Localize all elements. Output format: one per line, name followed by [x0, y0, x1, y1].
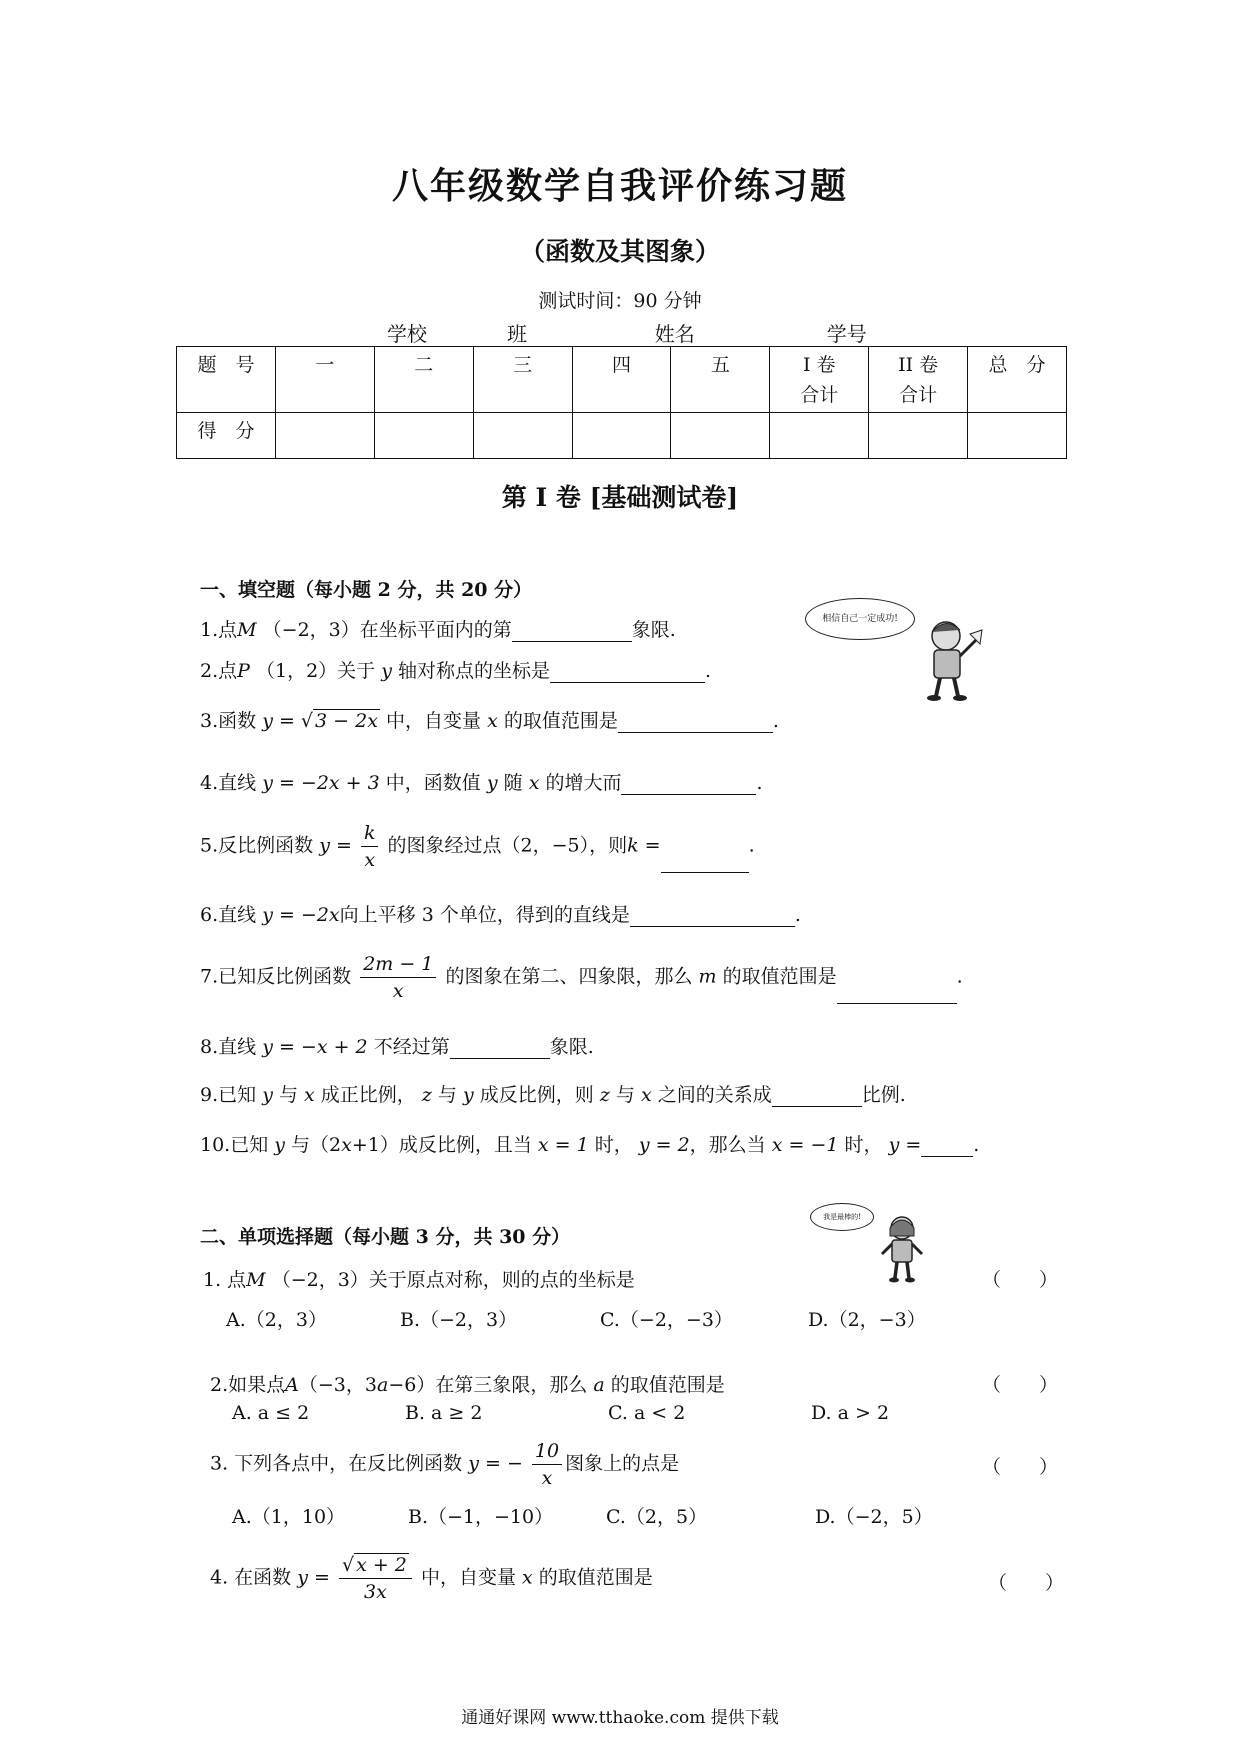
- option-c[interactable]: C.（2，5）: [606, 1506, 708, 1528]
- vol1-label: I 卷: [802, 354, 836, 376]
- q-text: 中，函数值: [385, 772, 481, 794]
- score-table: [176, 346, 1067, 459]
- s1-question-7: [200, 951, 963, 1004]
- s1-question-8: [200, 1032, 594, 1059]
- q-text: 与: [278, 1084, 298, 1106]
- q-text: .: [756, 772, 763, 794]
- name-blank[interactable]: [695, 324, 827, 347]
- q-math: x = 1: [537, 1134, 589, 1156]
- q-var: x: [487, 710, 498, 732]
- s2-question-2: [210, 1370, 725, 1397]
- q-text: +1）成反比例，且当: [351, 1134, 532, 1156]
- fraction: [360, 951, 436, 1004]
- speech-bubble: [805, 598, 915, 640]
- q-text: 时，: [844, 1134, 883, 1156]
- q-text: .: [772, 710, 779, 732]
- q-text: 中，自变量: [386, 710, 482, 732]
- score-row-label: 得 分: [177, 413, 276, 459]
- score-cell[interactable]: [671, 413, 770, 459]
- q-text: 1. 点: [203, 1269, 247, 1291]
- q-var: y: [381, 660, 392, 682]
- q-text: 7.已知反比例函数: [200, 965, 352, 988]
- option-c[interactable]: C. a < 2: [608, 1402, 686, 1424]
- q-var: y: [486, 772, 498, 794]
- number-blank[interactable]: [867, 324, 967, 347]
- s2-question-1: [203, 1265, 635, 1292]
- q-math: x + 2: [356, 1554, 407, 1576]
- table-header-label: 题 号: [177, 347, 276, 413]
- q-text: 中，自变量: [420, 1566, 516, 1589]
- s2-question-4: [210, 1552, 653, 1605]
- option-d[interactable]: D. a > 2: [811, 1402, 890, 1424]
- column-3: 三: [473, 347, 572, 413]
- bubble-text: 相信自己一定成功!: [822, 614, 898, 624]
- q-var: x: [640, 1084, 652, 1106]
- column-4: 四: [572, 347, 671, 413]
- q-text: 成正比例，: [320, 1084, 416, 1106]
- frac-num: 10: [532, 1438, 562, 1465]
- info-line: [277, 318, 967, 347]
- q-text: （−2，3）关于原点对称，则的点的坐标是: [271, 1269, 635, 1291]
- vol1-sum-label: 合计: [800, 384, 839, 406]
- q-text: 6.直线: [200, 904, 257, 926]
- cartoon-boy-icon: [910, 610, 990, 705]
- q-text: 与: [615, 1084, 635, 1106]
- column-vol1-total: [770, 347, 869, 413]
- q-text: 随: [503, 772, 523, 794]
- speech-bubble: [810, 1203, 874, 1231]
- frac-den: x: [392, 980, 404, 1002]
- score-cell[interactable]: [374, 413, 473, 459]
- q-text: 图象上的点是: [565, 1452, 680, 1475]
- fraction: [339, 1552, 412, 1605]
- option-a[interactable]: A.（2，3）: [226, 1309, 327, 1331]
- q-text: 1.点: [200, 619, 238, 641]
- q-math: y =: [319, 834, 352, 857]
- option-a[interactable]: A. a ≤ 2: [232, 1402, 310, 1424]
- q-math: y =: [297, 1566, 330, 1589]
- score-cell[interactable]: [869, 413, 968, 459]
- q-text: .: [748, 834, 755, 857]
- q-text: .: [794, 904, 801, 926]
- q-var: y: [462, 1084, 474, 1106]
- table-score-row: [177, 413, 1067, 459]
- option-b[interactable]: B.（−1，−10）: [408, 1506, 554, 1528]
- q-text: 比例.: [861, 1084, 906, 1106]
- answer-blank[interactable]: [661, 852, 749, 873]
- q-var: k =: [627, 834, 661, 857]
- q-var: P: [237, 660, 250, 682]
- s2-question-3: [210, 1438, 679, 1491]
- s1-question-1: [200, 615, 676, 642]
- vol2-label: II 卷: [898, 354, 939, 376]
- column-1: 一: [275, 347, 374, 413]
- page-subtitle: （函数及其图象）: [519, 237, 720, 266]
- answer-blank[interactable]: [837, 983, 957, 1004]
- s1-question-4: [200, 768, 763, 795]
- q-math: y =: [262, 710, 295, 732]
- part-title: 第 I 卷 [基础测试卷]: [501, 483, 739, 512]
- q-text: 4.直线: [200, 772, 257, 794]
- q-text: 的图象在第二、四象限，那么: [445, 965, 693, 988]
- name-label: 姓名: [654, 322, 695, 346]
- answer-blank[interactable]: [630, 906, 795, 927]
- q-math: x = −1: [771, 1134, 839, 1156]
- q-var: x: [522, 1566, 533, 1589]
- q-text: 的取值范围是: [503, 710, 618, 732]
- q-text: 象限.: [631, 619, 676, 641]
- q-text: 成反比例，则: [479, 1084, 594, 1106]
- table-header-row: [177, 347, 1067, 413]
- q-math: y = −x + 2: [262, 1036, 368, 1058]
- s1-question-2: [200, 656, 711, 683]
- q-math: y = 2: [638, 1134, 690, 1156]
- number-label: 学号: [826, 322, 867, 346]
- option-b[interactable]: B.（−2，3）: [400, 1309, 518, 1331]
- q-text: 3.函数: [200, 710, 257, 732]
- section1-heading: 一、填空题（每小题 2 分，共 20 分）: [200, 579, 533, 601]
- q-text: 10.已知: [200, 1134, 269, 1156]
- column-5: 五: [671, 347, 770, 413]
- page-title: 八年级数学自我评价练习题: [391, 165, 848, 207]
- q-text: 的增大而: [545, 772, 622, 794]
- q-text: 时，: [594, 1134, 633, 1156]
- school-blank[interactable]: [277, 324, 387, 347]
- q-text: （−2，3）在坐标平面内的第: [262, 619, 512, 641]
- q-var: M: [246, 1269, 266, 1291]
- q-math: y = −2x + 3: [262, 772, 380, 794]
- q-text: .: [705, 660, 712, 682]
- frac-den: x: [364, 849, 376, 871]
- q-text: 2.如果点: [210, 1374, 286, 1396]
- score-cell[interactable]: [473, 413, 572, 459]
- q-text: 4. 在函数: [210, 1566, 292, 1589]
- fraction: [532, 1438, 562, 1491]
- q-text: 2.点: [200, 660, 238, 682]
- footer: 通通好课网 www.tthaoke.com 提供下载: [461, 1708, 779, 1728]
- school-label: 学校: [387, 322, 427, 346]
- s1-question-10: [200, 1130, 979, 1157]
- q-var: a: [376, 1374, 389, 1396]
- q-var: x: [528, 772, 540, 794]
- answer-blank[interactable]: [921, 1136, 973, 1157]
- q-text: 与: [437, 1084, 457, 1106]
- q-text: 5.反比例函数: [200, 834, 314, 857]
- answer-blank[interactable]: [512, 621, 632, 642]
- section2-heading: 二、单项选择题（每小题 3 分，共 30 分）: [200, 1226, 571, 1248]
- frac-num: √ x + 2: [339, 1552, 412, 1579]
- s1-question-5: [200, 820, 755, 873]
- frac-den: x: [541, 1467, 553, 1489]
- q-text: （−3，3: [298, 1374, 377, 1396]
- score-cell[interactable]: [275, 413, 374, 459]
- q-text: 之间的关系成: [657, 1084, 772, 1106]
- column-vol2-total: [869, 347, 968, 413]
- option-a[interactable]: A.（1，10）: [232, 1506, 346, 1528]
- frac-num: k: [361, 820, 379, 847]
- answer-paren[interactable]: （ ）: [982, 1269, 1059, 1291]
- s1-question-3: 3.函数 y = √ 3 − 2x 中，自变量 x 的取值范围是 .: [200, 710, 779, 732]
- column-2: 二: [374, 347, 473, 413]
- fraction: [361, 820, 379, 873]
- answer-blank[interactable]: [450, 1038, 550, 1059]
- q-text: 9.已知: [200, 1084, 257, 1106]
- vol2-sum-label: 合计: [899, 384, 938, 406]
- q-math: y =: [888, 1134, 922, 1156]
- score-cell[interactable]: [968, 413, 1067, 459]
- q-var: x: [341, 1134, 352, 1156]
- answer-blank[interactable]: [772, 1086, 862, 1107]
- q-math: y = −2x: [262, 904, 340, 926]
- q-var: m: [698, 965, 717, 988]
- q-text: 的取值范围是: [538, 1566, 653, 1589]
- q-var: y: [274, 1134, 285, 1156]
- answer-paren[interactable]: （ ）: [982, 1374, 1059, 1396]
- frac-num: 2m − 1: [360, 951, 436, 978]
- q-math: y = −: [468, 1452, 523, 1475]
- q-math: 3 − 2x: [315, 710, 378, 732]
- q-text: 3. 下列各点中，在反比例函数: [210, 1452, 463, 1475]
- q-var: y: [262, 1084, 273, 1106]
- score-cell[interactable]: [572, 413, 671, 459]
- q-text: 8.直线: [200, 1036, 257, 1058]
- q-var: a: [593, 1374, 605, 1396]
- frac-den: 3x: [364, 1581, 387, 1603]
- q-text: .: [956, 965, 963, 988]
- class-blank[interactable]: [427, 324, 507, 347]
- q-text: 轴对称点的坐标是: [398, 660, 551, 682]
- q-text: .: [973, 1134, 980, 1156]
- answer-blank[interactable]: [550, 662, 705, 683]
- answer-paren[interactable]: （ ）: [988, 1572, 1065, 1594]
- option-d[interactable]: D.（2，−3）: [808, 1309, 926, 1331]
- option-c[interactable]: C.（−2，−3）: [600, 1309, 733, 1331]
- column-total: 总 分: [968, 347, 1067, 413]
- cartoon-girl-icon: [878, 1210, 928, 1285]
- q-text: 的取值范围是: [610, 1374, 725, 1396]
- q-text: 的图象经过点（2，−5），则: [387, 834, 628, 857]
- q-text: ，那么当: [689, 1134, 766, 1156]
- q-text: 的取值范围是: [722, 965, 837, 988]
- q-text: （1，2）关于: [255, 660, 376, 682]
- q-text: 向上平移 3 个单位，得到的直线是: [339, 904, 630, 926]
- q-text: −6）在第三象限，那么: [388, 1374, 588, 1396]
- s1-question-6: [200, 900, 801, 927]
- score-cell[interactable]: [770, 413, 869, 459]
- answer-blank[interactable]: [621, 774, 756, 795]
- test-time: 测试时间：90 分钟: [538, 290, 702, 312]
- q-var: z: [421, 1084, 432, 1106]
- q-text: 不经过第: [373, 1036, 450, 1058]
- q-var: A: [285, 1374, 299, 1396]
- option-b[interactable]: B. a ≥ 2: [405, 1402, 483, 1424]
- q-text: 象限.: [549, 1036, 594, 1058]
- q-var: z: [599, 1084, 610, 1106]
- s1-question-9: [200, 1080, 906, 1107]
- answer-blank[interactable]: [618, 712, 773, 733]
- q-var: M: [237, 619, 257, 641]
- option-d[interactable]: D.（−2，5）: [815, 1506, 933, 1528]
- q-var: x: [304, 1084, 315, 1106]
- answer-paren[interactable]: （ ）: [982, 1456, 1059, 1478]
- q-text: 与（2: [291, 1134, 342, 1156]
- bubble-text: 我是最棒的!: [823, 1213, 861, 1221]
- class-label: 班: [507, 322, 527, 346]
